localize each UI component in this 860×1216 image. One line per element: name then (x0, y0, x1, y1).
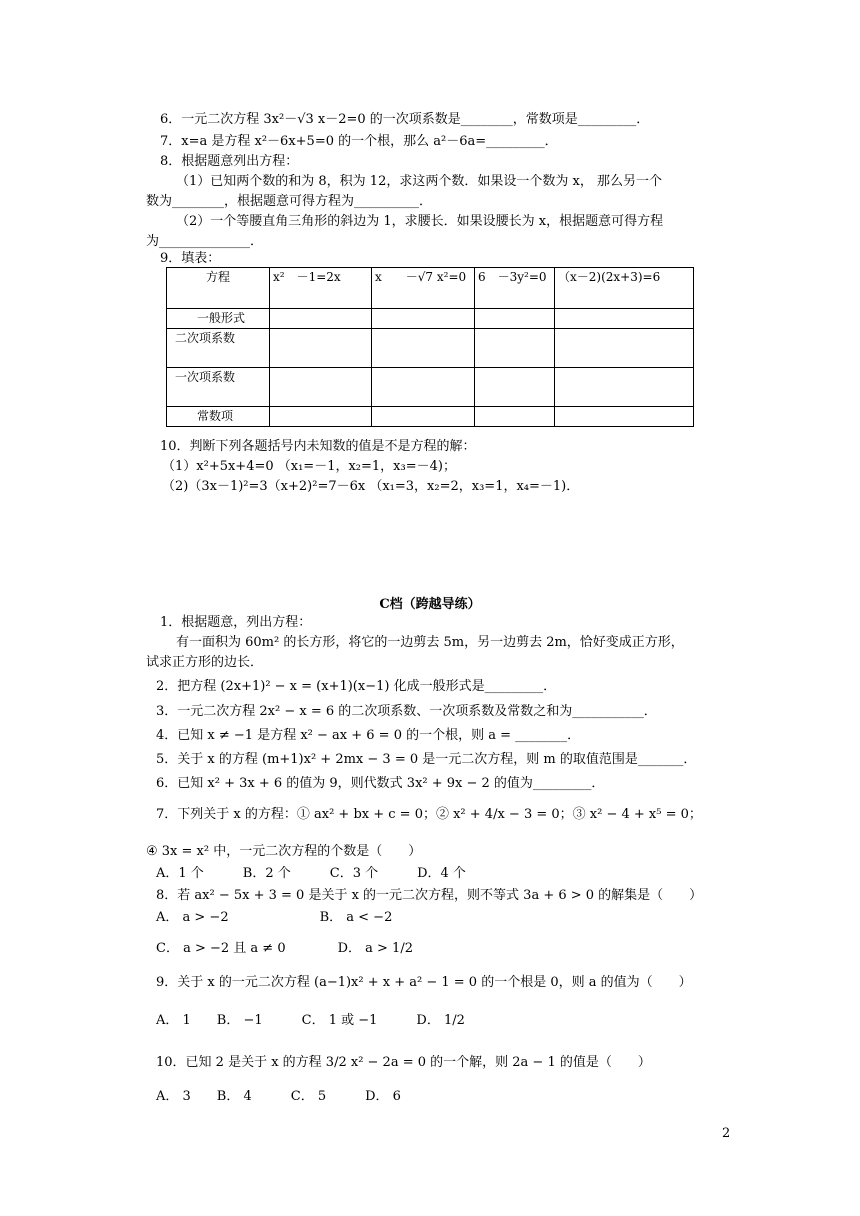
table-cell[interactable] (475, 329, 555, 368)
c-question-3: 3．一元二次方程 2x² − x = 6 的二次项系数、一次项系数及常数之和为___________． (156, 704, 657, 719)
c-question-10-options: A． 3 B． 4 C． 5 D． 6 (156, 1089, 401, 1104)
table-header-row (167, 268, 694, 309)
table-cell[interactable] (270, 368, 372, 407)
question-10-2: （2)（3x－1)²=3（x+2)²=7－6x （x₁=3，x₂=2，x₃=1，x₄=－1)． (162, 479, 580, 494)
question-8-1-line1: （1）已知两个数的和为 8，积为 12，求这两个数．如果设一个数为 x， 那么另一个 (176, 174, 662, 189)
question-9: 9．填表： (160, 251, 221, 266)
table-cell[interactable] (372, 407, 475, 427)
table-cell[interactable] (270, 309, 372, 329)
question-8-2-line2: 为______________． (146, 234, 264, 249)
table-header-cell: x －√7 x²=0 (372, 268, 475, 309)
table-row-label: 二次项系数 (167, 329, 270, 368)
c-question-5: 5．关于 x 的方程 (m+1)x² + 2mx − 3 = 0 是一元二次方程，则 m 的取值范围是_______． (156, 752, 697, 767)
fill-table (166, 267, 694, 427)
table-header-cell: 6 －3y²=0 (475, 268, 555, 309)
question-10-1: （1）x²+5x+4=0 （x₁=－1，x₂=1，x₃=－4)； (162, 459, 456, 474)
c-question-1: 1．根据题意，列出方程： (160, 615, 312, 630)
table-row (167, 368, 694, 407)
question-10: 10．判断下列各题括号内未知数的值是不是方程的解： (160, 439, 476, 454)
table-cell[interactable] (555, 329, 694, 368)
c-question-9-options: A． 1 B． −1 C． 1 或 −1 D． 1/2 (156, 1013, 465, 1028)
table-cell[interactable] (372, 368, 475, 407)
c-question-8-options-ab: A． a > −2 B． a < −2 (156, 910, 393, 925)
c-question-7-cont: ④ 3x = x² 中，一元二次方程的个数是（ ） (146, 844, 422, 859)
table-cell[interactable] (372, 309, 475, 329)
table-cell[interactable] (475, 309, 555, 329)
table-cell[interactable] (270, 407, 372, 427)
question-6: 6．一元二次方程 3x²－√3 x－2=0 的一次项系数是________，常数项是_________． (160, 112, 650, 127)
table-cell[interactable] (555, 407, 694, 427)
table-cell[interactable] (555, 368, 694, 407)
c-question-1-text2: 试求正方形的边长． (146, 655, 264, 670)
c-question-8-options-cd: C． a > −2 且 a ≠ 0 D． a > 1/2 (156, 941, 413, 956)
table-row (167, 407, 694, 427)
table-header-cell: （x－2)(2x+3)=6 (555, 268, 694, 309)
c-question-10: 10．已知 2 是关于 x 的方程 3/2 x² − 2a = 0 的一个解，则 2a − 1 的值是（ ） (156, 1055, 651, 1070)
table-row (167, 309, 694, 329)
question-8-2-line1: （2）一个等腰直角三角形的斜边为 1，求腰长．如果设腰长为 x，根据题意可得方程 (176, 214, 664, 229)
table-header-cell: x² －1=2x (270, 268, 372, 309)
page-number: 2 (722, 1126, 731, 1141)
c-question-6: 6．已知 x² + 3x + 6 的值为 9，则代数式 3x² + 9x − 2 的值为_________． (156, 776, 605, 791)
table-row (167, 329, 694, 368)
c-question-7-options: A．1 个 B．2 个 C．3 个 D．4 个 (156, 866, 466, 881)
table-row-label: 常数项 (167, 407, 270, 427)
table-row-label: 一般形式 (167, 309, 270, 329)
table-cell[interactable] (270, 329, 372, 368)
table-cell[interactable] (475, 407, 555, 427)
question-8: 8．根据题意列出方程： (160, 154, 299, 169)
table-header-cell: 方程 (167, 268, 270, 309)
table-cell[interactable] (475, 368, 555, 407)
question-7: 7．x=a 是方程 x²－6x+5=0 的一个根，那么 a²－6a=_________． (160, 134, 558, 149)
c-question-9: 9．关于 x 的一元二次方程 (a−1)x² + x + a² − 1 = 0 的一个根是 0，则 a 的值为（ ） (156, 975, 692, 990)
table-cell[interactable] (555, 309, 694, 329)
c-question-4: 4．已知 x ≠ −1 是方程 x² − ax + 6 = 0 的一个根，则 a = ________． (156, 728, 581, 743)
c-question-2: 2．把方程 (2x+1)² − x = (x+1)(x−1) 化成一般形式是_________． (156, 679, 557, 694)
c-question-1-text1: 有一面积为 60m² 的长方形，将它的一边剪去 5m，另一边剪去 2m，恰好变成正方形， (176, 635, 684, 650)
c-question-7: 7．下列关于 x 的方程：① ax² + bx + c = 0；② x² + 4/x − 3 = 0；③ x² − 4 + x⁵ = 0； (156, 807, 702, 822)
table-row-label: 一次项系数 (167, 368, 270, 407)
table-cell[interactable] (372, 329, 475, 368)
section-title: C档（跨越导练） (379, 597, 481, 612)
c-question-8: 8．若 ax² − 5x + 3 = 0 是关于 x 的一元二次方程，则不等式 3a + 6 > 0 的解集是（ ） (156, 888, 703, 903)
question-8-1-line2: 数为________，根据题意可得方程为__________． (146, 194, 433, 209)
